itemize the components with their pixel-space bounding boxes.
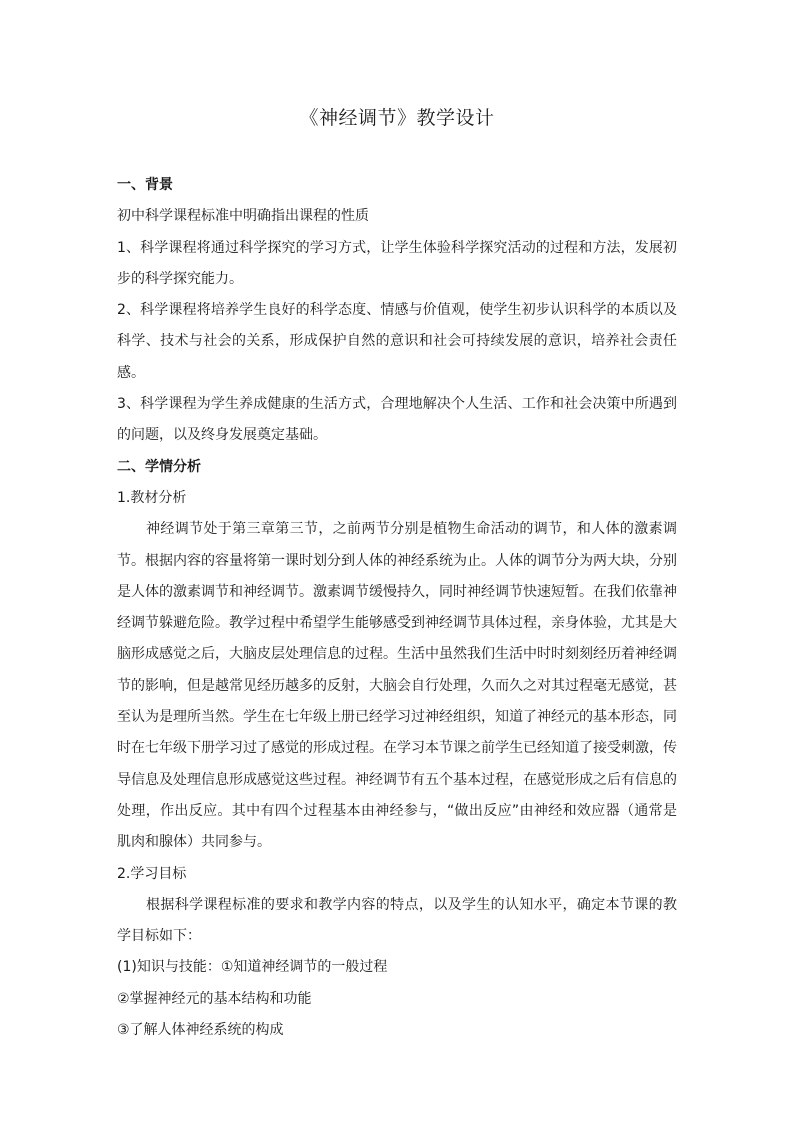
subsection-heading-objectives: 2.学习目标 [117,865,187,882]
background-item-1: 1、科学课程将通过科学探究的学习方式，让学生体验科学探究活动的过程和方法，发展初步的科学探究能力。 [117,239,677,287]
background-item-2: 2、科学课程将培养学生良好的科学态度、情感与价值观，使学生初步认识科学的本质以及科学、技术与社会的关系，形成保护自然的意识和社会可持续发展的意识，培养社会责任感。 [117,302,677,381]
document-title: 《神经调节》教学设计 [299,107,495,129]
textbook-analysis-paragraph: 神经调节处于第三章第三节，之前两节分别是植物生命活动的调节，和人体的激素调节。根据内容的容量将第一课时划分到人体的神经系统为止。人体的调节分为两大块，分别是人体的激素调节和神经调节。激素调节缓慢持久，同时神经调节快速短暂。在我们依靠神经调节躲避危险。教学过程中希望学生能够感受到神经调节具体过程，亲身体验，尤其是大脑形成感觉之后，大脑皮层处理信息的过程。生活中虽然我们生活中时时刻刻经历着神经调节的影响，但是越常见经历越多的反射，大脑会自行处理，久而久之对其过程毫无感觉，甚至认为是理所当然。学生在七年级上册已经学习过神经组织，知道了神经元的基本形态，同时在七年级下册学习过了感觉的形成过程。在学习本节课之前学生已经知道了接受刺激，传导信息及处理信息形成感觉这些过程。神经调节有五个基本过程，在感觉形成之后有信息的处理，作出反应。其中有四个过程基本由神经参与，“做出反应”由神经和效应器（通常是肌肉和腺体）共同参与。 [117,521,677,851]
objectives-label: (1)知识与技能： [117,959,221,976]
objective-line-1 [117,952,677,983]
section-intro: 初中科学课程标准中明确指出课程的性质 [117,208,369,225]
objectives-intro-paragraph: 根据科学课程标准的要求和教学内容的特点，以及学生的认知水平，确定本节课的教学目标如下： [117,896,677,945]
objective-item-2: ②掌握神经元的基本结构和功能 [117,990,312,1007]
background-item-3: 3、科学课程为学生养成健康的生活方式，合理地解决个人生活、工作和社会决策中所遇到的问题，以及终身发展奠定基础。 [117,396,677,444]
section-heading-background: 一、背景 [117,177,173,193]
subsection-heading-textbook: 1.教材分析 [117,489,187,506]
section-heading-analysis: 二、学情分析 [117,458,201,475]
objective-item-3: ③了解人体神经系统的构成 [117,1022,284,1039]
objective-item-1: ①知道神经调节的一般过程 [220,959,388,976]
document-body [117,170,677,1046]
